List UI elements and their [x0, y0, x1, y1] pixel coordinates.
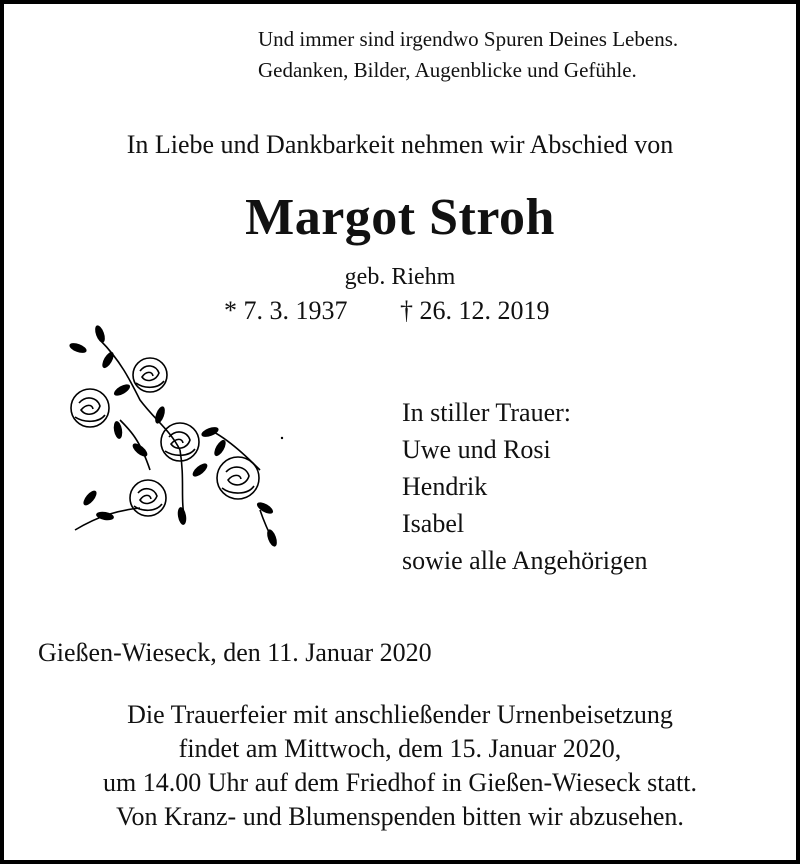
- service-line: findet am Mittwoch, dem 15. Januar 2020,: [178, 734, 622, 763]
- mourner-line: In stiller Trauer:: [402, 398, 571, 427]
- service-announcement: [0, 698, 800, 834]
- memorial-quote: [258, 24, 678, 86]
- rose: [133, 358, 167, 392]
- birth-name: geb. Riehm: [344, 264, 456, 290]
- rose: [161, 423, 199, 461]
- mourner-line: sowie alle Angehörigen: [402, 546, 648, 575]
- service-line: Die Trauerfeier mit anschließender Urnenbeisetzung: [127, 700, 673, 729]
- roses-icon: [60, 320, 300, 550]
- rose: [71, 389, 109, 427]
- intro-text: In Liebe und Dankbarkeit nehmen wir Abschied von: [126, 130, 674, 159]
- birth-date: * 7. 3. 1937: [224, 296, 348, 325]
- service-line: Von Kranz- und Blumenspenden bitten wir abzusehen.: [116, 802, 684, 831]
- rose: [217, 457, 259, 499]
- service-line: um 14.00 Uhr auf dem Friedhof in Gießen-Wieseck statt.: [103, 768, 697, 797]
- mourner-line: Hendrik: [402, 472, 488, 501]
- quote-line: Gedanken, Bilder, Augenblicke und Gefühle.: [258, 58, 637, 82]
- mourners-list: [402, 394, 648, 579]
- mourner-line: Isabel: [402, 509, 465, 538]
- quote-line: Und immer sind irgendwo Spuren Deines Lebens.: [258, 27, 679, 51]
- place-and-date: Gießen-Wieseck, den 11. Januar 2020: [38, 638, 432, 667]
- deceased-name: Margot Stroh: [245, 189, 555, 246]
- death-date: † 26. 12. 2019: [400, 296, 550, 325]
- mourner-line: Uwe und Rosi: [402, 435, 551, 464]
- rose: [130, 480, 166, 516]
